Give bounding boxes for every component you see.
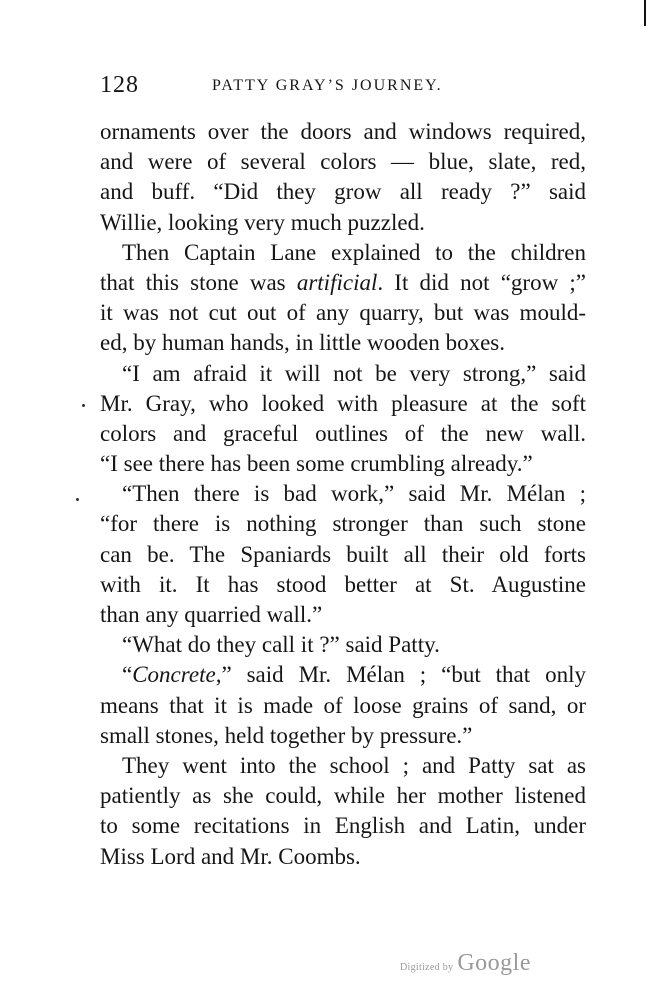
text-line: can be. The Spaniards built all their old forts (100, 541, 586, 567)
page-edge-mark (644, 0, 646, 26)
text-line: patiently as she could, while her mother listened (100, 783, 586, 809)
text-line: “I see there has been some crumbling already.” (100, 451, 533, 477)
text-line: “I am afraid it will not be very strong,” said (122, 360, 586, 386)
digitized-watermark (400, 950, 531, 977)
text-line: small stones, held together by pressure.” (100, 722, 473, 748)
text-line: it was not cut out of any quarry, but was mould- (100, 300, 586, 326)
text-line: colors and graceful outlines of the new wall. (100, 420, 586, 446)
running-title: PATTY GRAY’S JOURNEY. (212, 77, 443, 94)
text-line: and were of several colors — blue, slate, red, (100, 149, 586, 175)
text-line: “What do they call it ?” said Patty. (122, 632, 440, 658)
text-line: ornaments over the doors and windows required, (100, 119, 586, 144)
text-line: They went into the school ; and Patty sat as (122, 752, 586, 778)
text-line: Miss Lord and Mr. Coombs. (100, 843, 361, 869)
text-line: Mr. Gray, who looked with pleasure at the soft (100, 390, 586, 416)
page-number: 128 (100, 72, 139, 98)
body-text (100, 117, 586, 872)
text-line: that this stone was artificial. It did not “grow ;” (100, 269, 586, 295)
stray-mark (82, 404, 85, 407)
text-line: “for there is nothing stronger than such stone (100, 511, 586, 537)
text-line: Willie, looking very much puzzled. (100, 209, 425, 235)
text-line: Then Captain Lane explained to the children (122, 239, 586, 265)
text-line: “Then there is bad work,” said Mr. Mélan ; (122, 481, 586, 507)
text-line: ed, by human hands, in little wooden boxes. (100, 330, 505, 356)
stray-mark (76, 498, 79, 501)
text-line: and buff. “Did they grow all ready ?” said (100, 179, 586, 205)
text-line: “Concrete,” said Mr. Mélan ; “but that only (122, 662, 586, 688)
page-header (100, 72, 585, 106)
digitized-prefix: Digitized by (400, 962, 454, 973)
text-line: than any quarried wall.” (100, 602, 323, 627)
google-logo: Google (457, 950, 531, 976)
text-line: to some recitations in English and Latin, under (100, 813, 586, 839)
text-line: means that it is made of loose grains of sand, or (100, 692, 586, 718)
text-line: with it. It has stood better at St. Augustine (100, 571, 586, 597)
